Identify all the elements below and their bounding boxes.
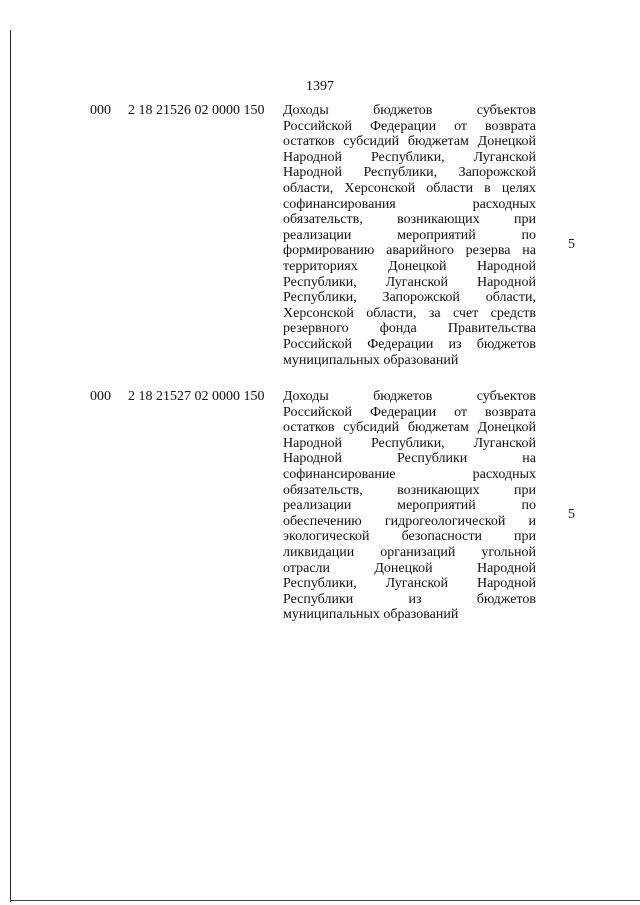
budget-classification-code: 2 18 21527 02 0000 150 [128,389,265,404]
description-line: Народной Республики, Луганской [283,435,536,451]
description-line: Народной Республики, Луганской [283,149,536,165]
budget-classification-code: 2 18 21526 02 0000 150 [128,103,265,118]
description-line: Республики, Запорожской области, [283,290,536,306]
description-line: реализации мероприятий по [283,498,536,514]
description-line: софинансирования расходных [283,196,536,212]
description-line: муниципальных образований [283,607,459,623]
description-line: софинансирование расходных [283,466,536,482]
admin-code: 000 [90,103,111,118]
page-number: 1397 [306,79,334,94]
description-line: области, Херсонской области в целях [283,180,536,196]
description-line: Доходы бюджетов субъектов [283,389,536,404]
description-line: отрасли Донецкой Народной [283,560,536,576]
description-line: реализации мероприятий по [283,227,536,243]
description-line: Республики, Луганской Народной [283,274,536,290]
bottom-margin-rule [10,900,640,901]
admin-code: 000 [90,389,111,404]
description-line: территориях Донецкой Народной [283,258,536,274]
description-line: Херсонской области, за счет средств [283,305,536,321]
description-line: обязательств, возникающих при [283,482,536,498]
description-line: остатков субсидий бюджетам Донецкой [283,134,536,150]
description-line: Республики из бюджетов [283,591,536,607]
description-line: Российской Федерации из бюджетов [283,336,536,352]
income-description [283,103,536,368]
description-line: Народной Республики, Запорожской [283,165,536,181]
description-line: Российской Федерации от возврата [283,404,536,420]
amount-value: 5 [568,237,575,252]
description-line: Российской Федерации от возврата [283,118,536,134]
description-line: формированию аварийного резерва на [283,243,536,259]
description-line: экологической безопасности при [283,529,536,545]
left-margin-rule [10,30,11,902]
income-description [283,389,536,623]
description-line: ликвидации организаций угольной [283,544,536,560]
amount-value: 5 [568,507,575,522]
description-line: обеспечению гидрогеологической и [283,513,536,529]
description-line: остатков субсидий бюджетам Донецкой [283,420,536,436]
description-line: резервного фонда Правительства [283,321,536,337]
description-line: Доходы бюджетов субъектов [283,103,536,118]
description-line: муниципальных образований [283,352,459,368]
description-line: обязательств, возникающих при [283,212,536,228]
description-line: Республики, Луганской Народной [283,576,536,592]
description-line: Народной Республики на [283,451,536,467]
